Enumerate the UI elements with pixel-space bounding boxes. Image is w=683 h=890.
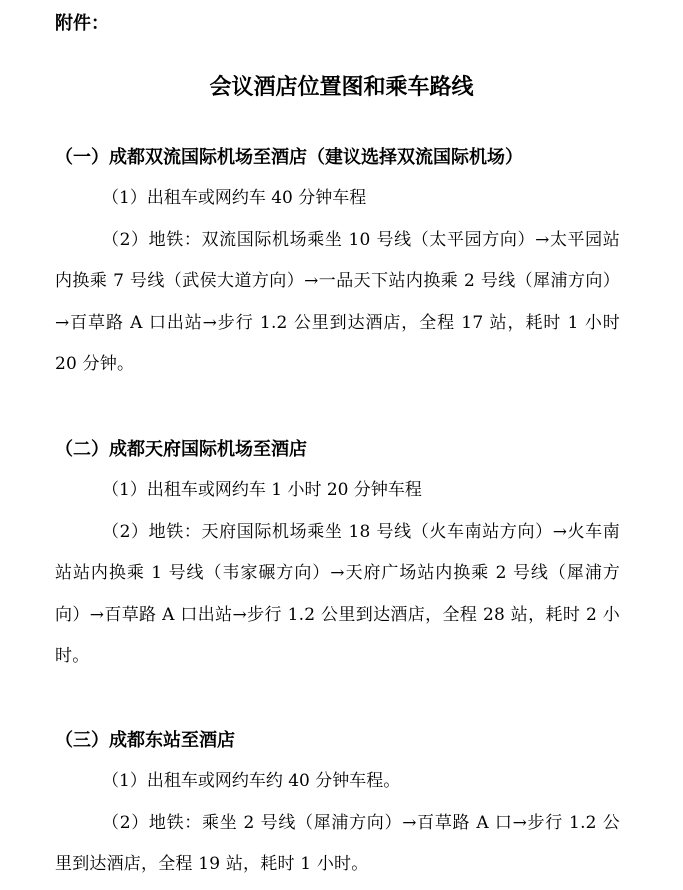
route-taxi: （1）出租车或网约车 1 小时 20 分钟车程: [102, 480, 422, 500]
attachment-label: 附件：: [55, 13, 109, 34]
section-heading: （一）成都双流国际机场至酒店（建议选择双流国际机场）: [55, 147, 523, 168]
route-metro: （2）地铁：乘坐 2 号线（犀浦方向）→百草路 A 口→步行 1.2 公里到达酒店，全程 19 站，耗时 1 小时。: [55, 812, 620, 874]
section-heading: （三）成都东站至酒店: [55, 730, 235, 751]
section-heading: （二）成都天府国际机场至酒店: [55, 439, 307, 460]
route-metro: （2）地铁：双流国际机场乘坐 10 号线（太平园方向）→太平园站内换乘 7 号线（武侯大道方向）→一品天下站内换乘 2 号线（犀浦方向）→百草路 A 口出站→步行 1.2 公里到达酒店，全程 17 站，耗时 1 小时 20 分钟。: [55, 229, 620, 374]
route-metro: （2）地铁：天府国际机场乘坐 18 号线（火车南站方向）→火车南站站内换乘 1 号线（韦家碾方向）→天府广场站内换乘 2 号线（犀浦方向）→百草路 A 口出站→步行 1.2 公里到达酒店，全程 28 站，耗时 2 小时。: [55, 521, 620, 666]
section-shuangliu-airport: [55, 144, 655, 386]
section-body: [55, 761, 655, 886]
route-taxi: （1）出租车或网约车 40 分钟车程: [102, 188, 367, 208]
section-body: [55, 470, 655, 678]
section-tianfu-airport: [55, 436, 655, 678]
section-east-station: [55, 727, 655, 886]
section-body: [55, 178, 655, 386]
document-title: 会议酒店位置图和乘车路线: [209, 75, 474, 100]
route-taxi: （1）出租车或网约车约 40 分钟车程。: [102, 771, 401, 791]
